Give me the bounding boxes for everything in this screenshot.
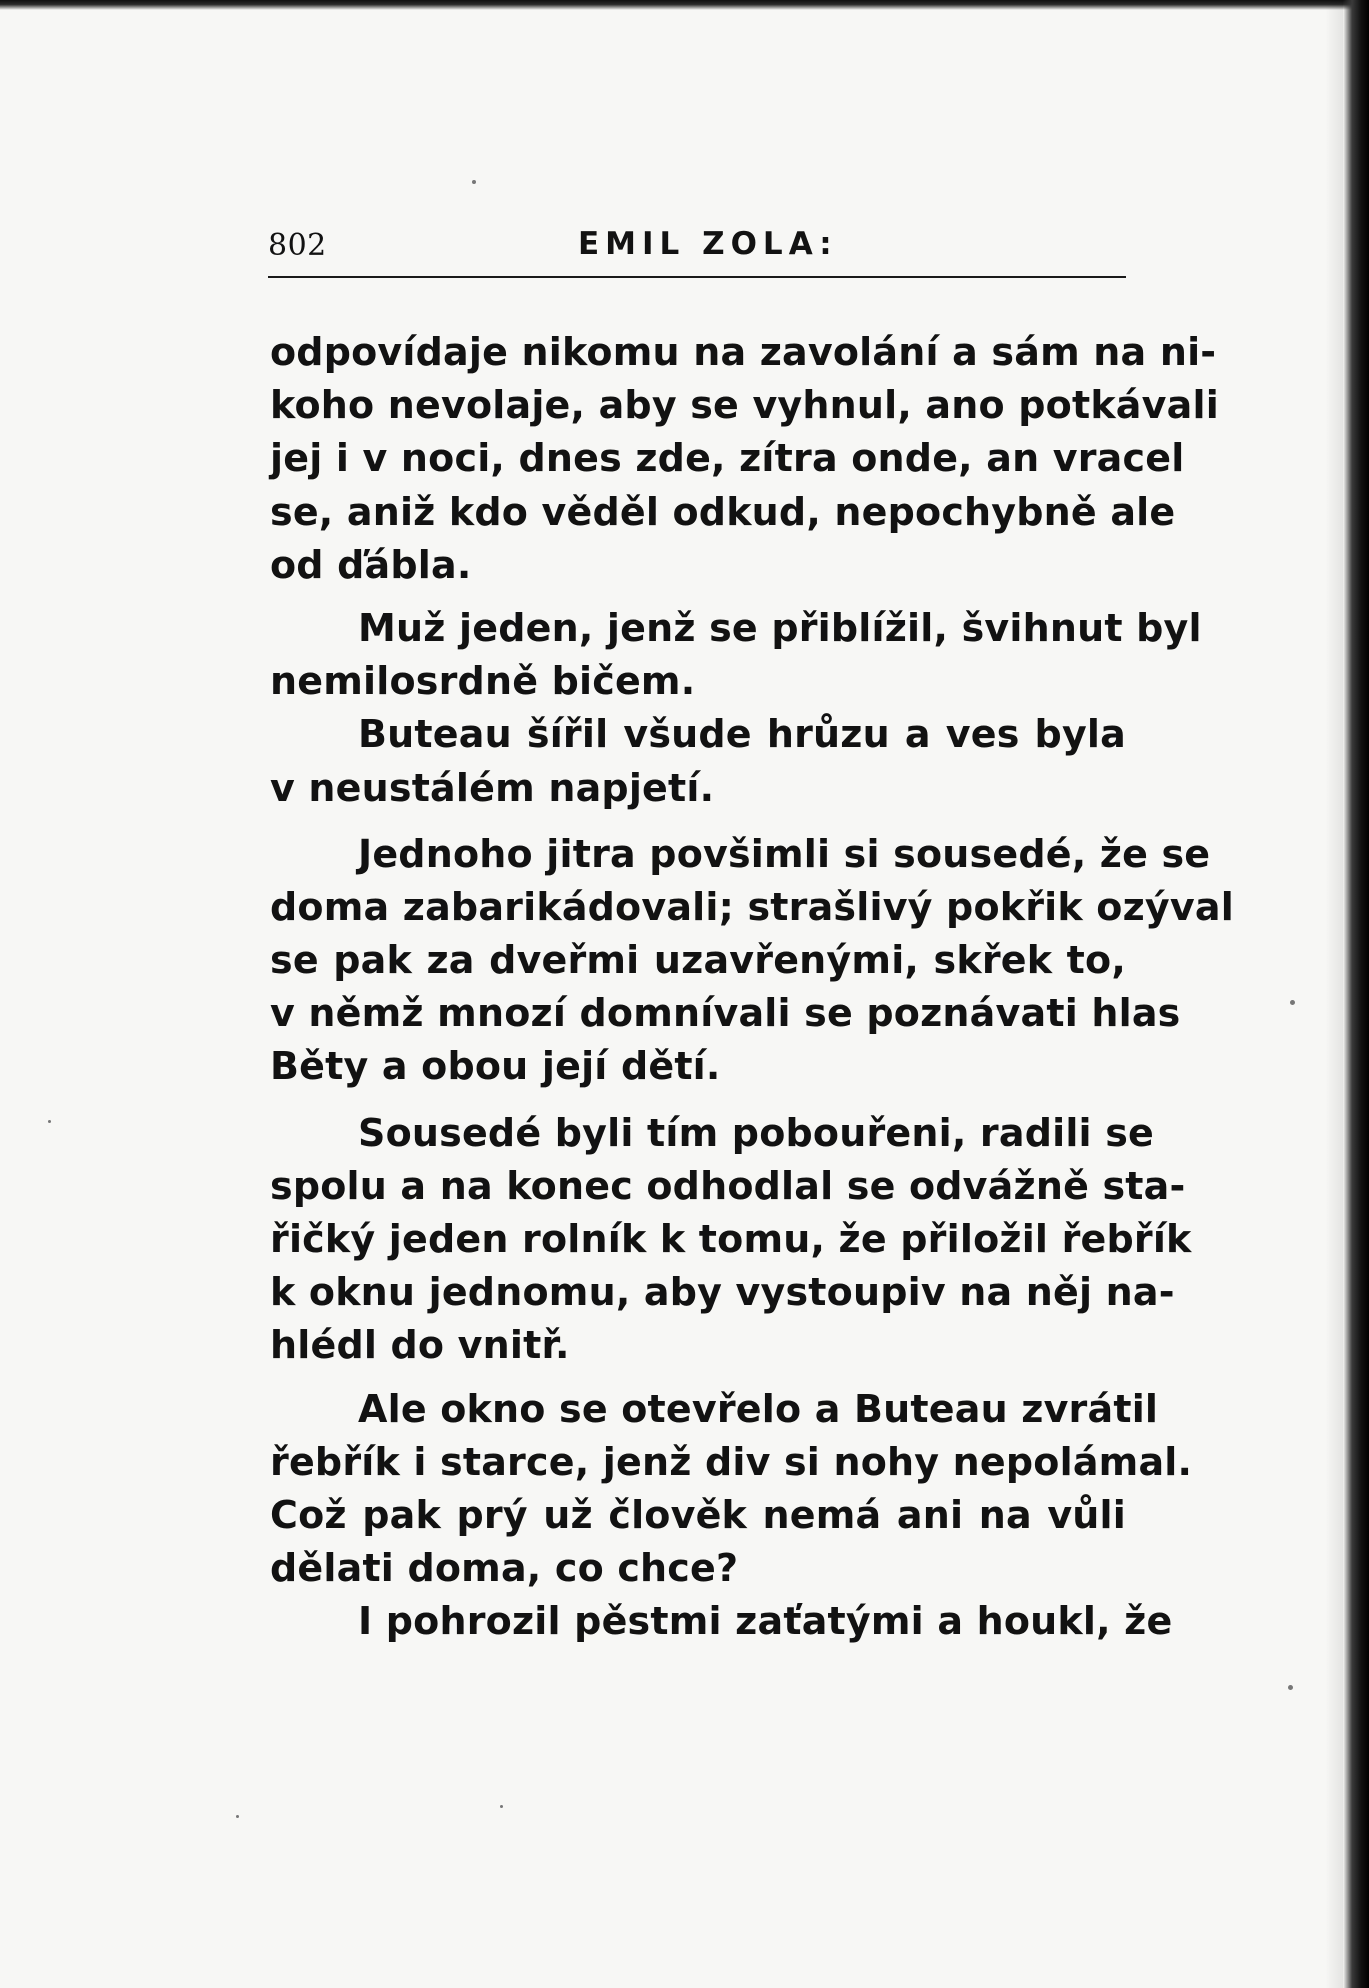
paragraph <box>270 828 1234 1094</box>
text-line: jej i v noci, dnes zde, zítra onde, an vracel <box>270 436 1185 481</box>
running-title: EMIL ZOLA: <box>578 226 838 262</box>
text-line: Běty a obou její dětí. <box>270 1044 721 1089</box>
paragraph <box>270 708 1126 814</box>
scan-speck <box>236 1815 239 1818</box>
text-line: v němž mnozí domnívali se poznávati hlas <box>270 991 1181 1036</box>
scan-speck <box>48 1120 51 1123</box>
scan-top-edge <box>0 0 1369 10</box>
text-line: Buteau šířil všude hrůzu a ves byla <box>358 712 1126 757</box>
text-line: řičký jeden rolník k tomu, že přiložil řebřík <box>270 1217 1192 1261</box>
text-line: Jednoho jitra povšimli si sousedé, že se <box>358 831 1211 876</box>
text-line: I pohrozil pěstmi zaťatými a houkl, že <box>358 1599 1173 1644</box>
scan-right-edge <box>1343 0 1369 1988</box>
scan-page-shadow <box>1325 0 1343 1988</box>
page-number: 802 <box>268 228 327 263</box>
text-line: od ďábla. <box>270 542 472 587</box>
text-line: se, aniž kdo věděl odkud, nepochybně ale <box>270 489 1176 534</box>
text-line: Což pak prý už člověk nemá ani na vůli <box>270 1492 1126 1537</box>
scan-speck <box>1290 1000 1295 1005</box>
scan-speck <box>500 1805 503 1808</box>
paragraph <box>270 1595 1173 1648</box>
text-line: spolu a na konec odhodlal se odvážně sta- <box>270 1163 1186 1208</box>
text-line: Ale okno se otevřelo a Buteau zvrátil <box>358 1386 1159 1431</box>
paragraph <box>270 326 1219 592</box>
text-line: odpovídaje nikomu na zavolání a sám na ni- <box>270 330 1217 374</box>
text-line: Muž jeden, jenž se přiblížil, švihnut byl <box>358 605 1202 650</box>
header-rule <box>268 276 1126 278</box>
text-line: koho nevolaje, aby se vyhnul, ano potkávali <box>270 383 1219 428</box>
scan-speck <box>472 180 476 184</box>
text-line: dělati doma, co chce? <box>270 1546 739 1591</box>
text-line: se pak za dveřmi uzavřenými, skřek to, <box>270 938 1126 983</box>
text-line: hlédl do vnitř. <box>270 1323 570 1368</box>
scan-speck <box>1288 1685 1293 1690</box>
paragraph <box>270 602 1202 708</box>
text-line: Sousedé byli tím pobouřeni, radili se <box>358 1110 1154 1155</box>
text-line: řebřík i starce, jenž div si nohy nepolámal. <box>270 1439 1193 1484</box>
text-line: nemilosrdně bičem. <box>270 659 696 704</box>
text-line: doma zabarikádovali; strašlivý pokřik ozýval <box>270 884 1234 929</box>
paragraph <box>270 1107 1192 1373</box>
body-text <box>270 326 1234 1649</box>
running-head <box>268 222 1126 272</box>
text-line: k oknu jednomu, aby vystoupiv na něj na- <box>270 1270 1175 1315</box>
text-line: v neustálém napjetí. <box>270 765 715 810</box>
paragraph <box>270 1383 1193 1596</box>
